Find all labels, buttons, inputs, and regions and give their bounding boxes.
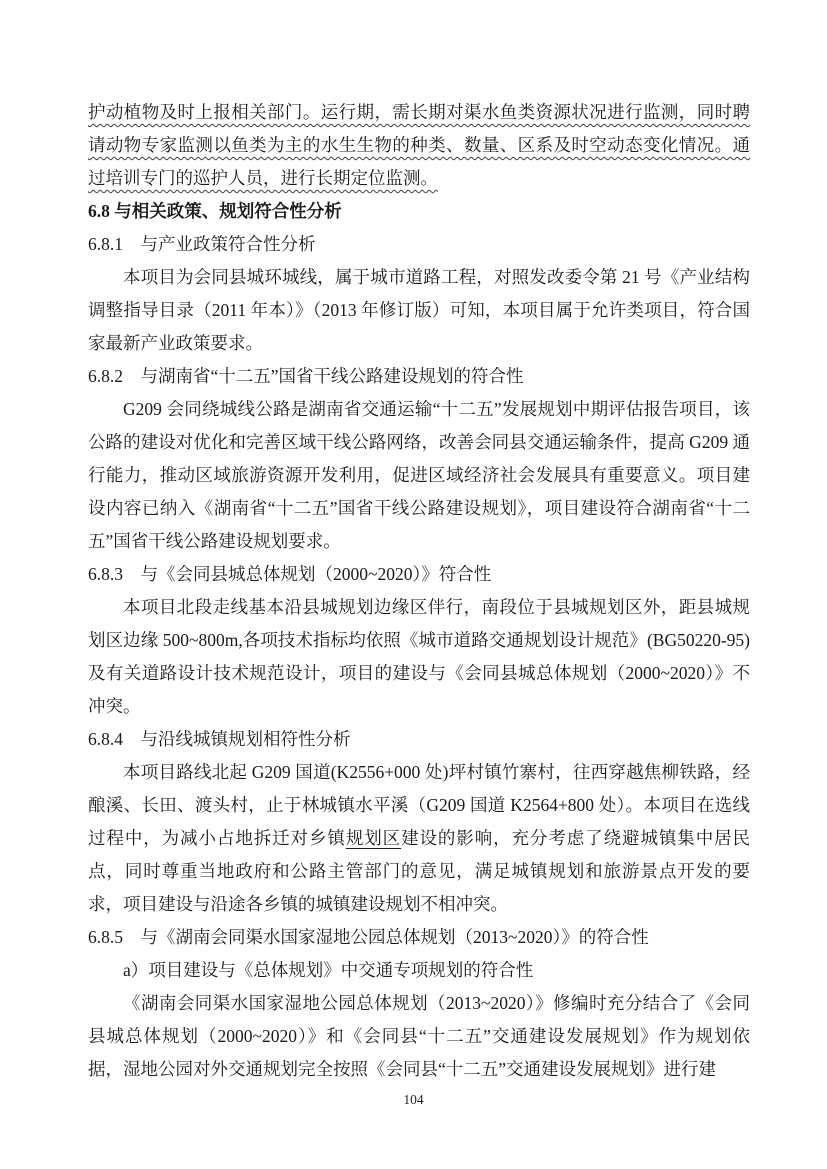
heading-6-8-5: 6.8.5 与《湖南会同渠水国家湿地公园总体规划（2013~2020）》的符合性 — [88, 927, 649, 947]
paragraph-6-8-5: 《湖南会同渠水国家湿地公园总体规划（2013~2020）》修编时充分结合了《会同县城总体规划（2000~2020）》和《会同县“十二五”交通建设发展规划》作为规划依据，湿地公园对外交通规划完全按照《会同县“十二五”交通建设发展规划》进行建 — [88, 993, 750, 1079]
heading-6-8-2: 6.8.2 与湖南省“十二五”国省干线公路建设规划的符合性 — [88, 366, 524, 386]
paragraph-6-8-3: 本项目北段走线基本沿县城规划边缘区伴行，南段位于县城规划区外，距县城规划区边缘 500~800m,各项技术指标均依照《城市道路交通规划设计规范》(BG50220-95)及有关道路设计技术规范设计，项目的建设与《会同县城总体规划（2000~2020）》不冲突。 — [88, 597, 750, 716]
heading-6-8-3: 6.8.3 与《会同县城总体规划（2000~2020）》符合性 — [88, 564, 492, 584]
paragraph-continued-from-previous-page — [88, 96, 750, 195]
paragraph-6-8-2: G209 会同绕城线公路是湖南省交通运输“十二五”发展规划中期评估报告项目，该公路的建设对优化和完善区域干线公路网络，改善会同县交通运输条件，提高 G209 通行能力，推动区域旅游资源开发利用，促进区域经济社会发展具有重要意义。项目建设内容已纳入《湖南省“十二五”国省干线公路建设规划》，项目建设符合湖南省“十二五”国省干线公路建设规划要求。 — [88, 399, 750, 551]
paragraph-6-8-4 — [88, 756, 750, 921]
paragraph-6-8-1: 本项目为会同县城环城线，属于城市道路工程，对照发改委令第 21 号《产业结构调整指导目录（2011 年本）》（2013 年修订版）可知，本项目属于允许类项目，符合国家最新产业政策要求。 — [88, 267, 750, 353]
page-body — [88, 96, 750, 1086]
paragraph-6-8-4-text: 本项目路线北起 G209 国道(K2556+000 处)坪村镇竹寨村，往西穿越焦柳铁路，经酿溪、长田、渡头村，止于林城镇水平溪（G209 国道 K2564+800 处）。本项目在选线过程中，为减小占地拆迁对乡镇 — [88, 762, 750, 848]
heading-6-8: 6.8 与相关政策、规划符合性分析 — [88, 201, 342, 221]
underlined-term-planning-zone: 规划区 — [345, 828, 402, 848]
subheading-6-8-5-a: a）项目建设与《总体规划》中交通专项规划的符合性 — [123, 960, 534, 980]
heading-6-8-4: 6.8.4 与沿线城镇规划相符性分析 — [88, 729, 351, 749]
revision-wavy-underlined-text: 护动植物及时上报相关部门。运行期，需长期对渠水鱼类资源状况进行监测，同时聘请动物专家监测以鱼类为主的水生生物的种类、数量、区系及时空动态变化情况。通过培训专门的巡护人员，进行长期定位监测。 — [88, 102, 750, 188]
paragraph-6-8-4-text-continued: 建设的影响，充分考虑了绕避城镇集中居民点，同时尊重当地政府和公路主管部门的意见，满足城镇规划和旅游景点开发的要求，项目建设与沿途各乡镇的城镇建设规划不相冲突。 — [88, 828, 751, 914]
heading-6-8-1: 6.8.1 与产业政策符合性分析 — [88, 234, 316, 254]
page-number: 104 — [403, 1092, 424, 1107]
